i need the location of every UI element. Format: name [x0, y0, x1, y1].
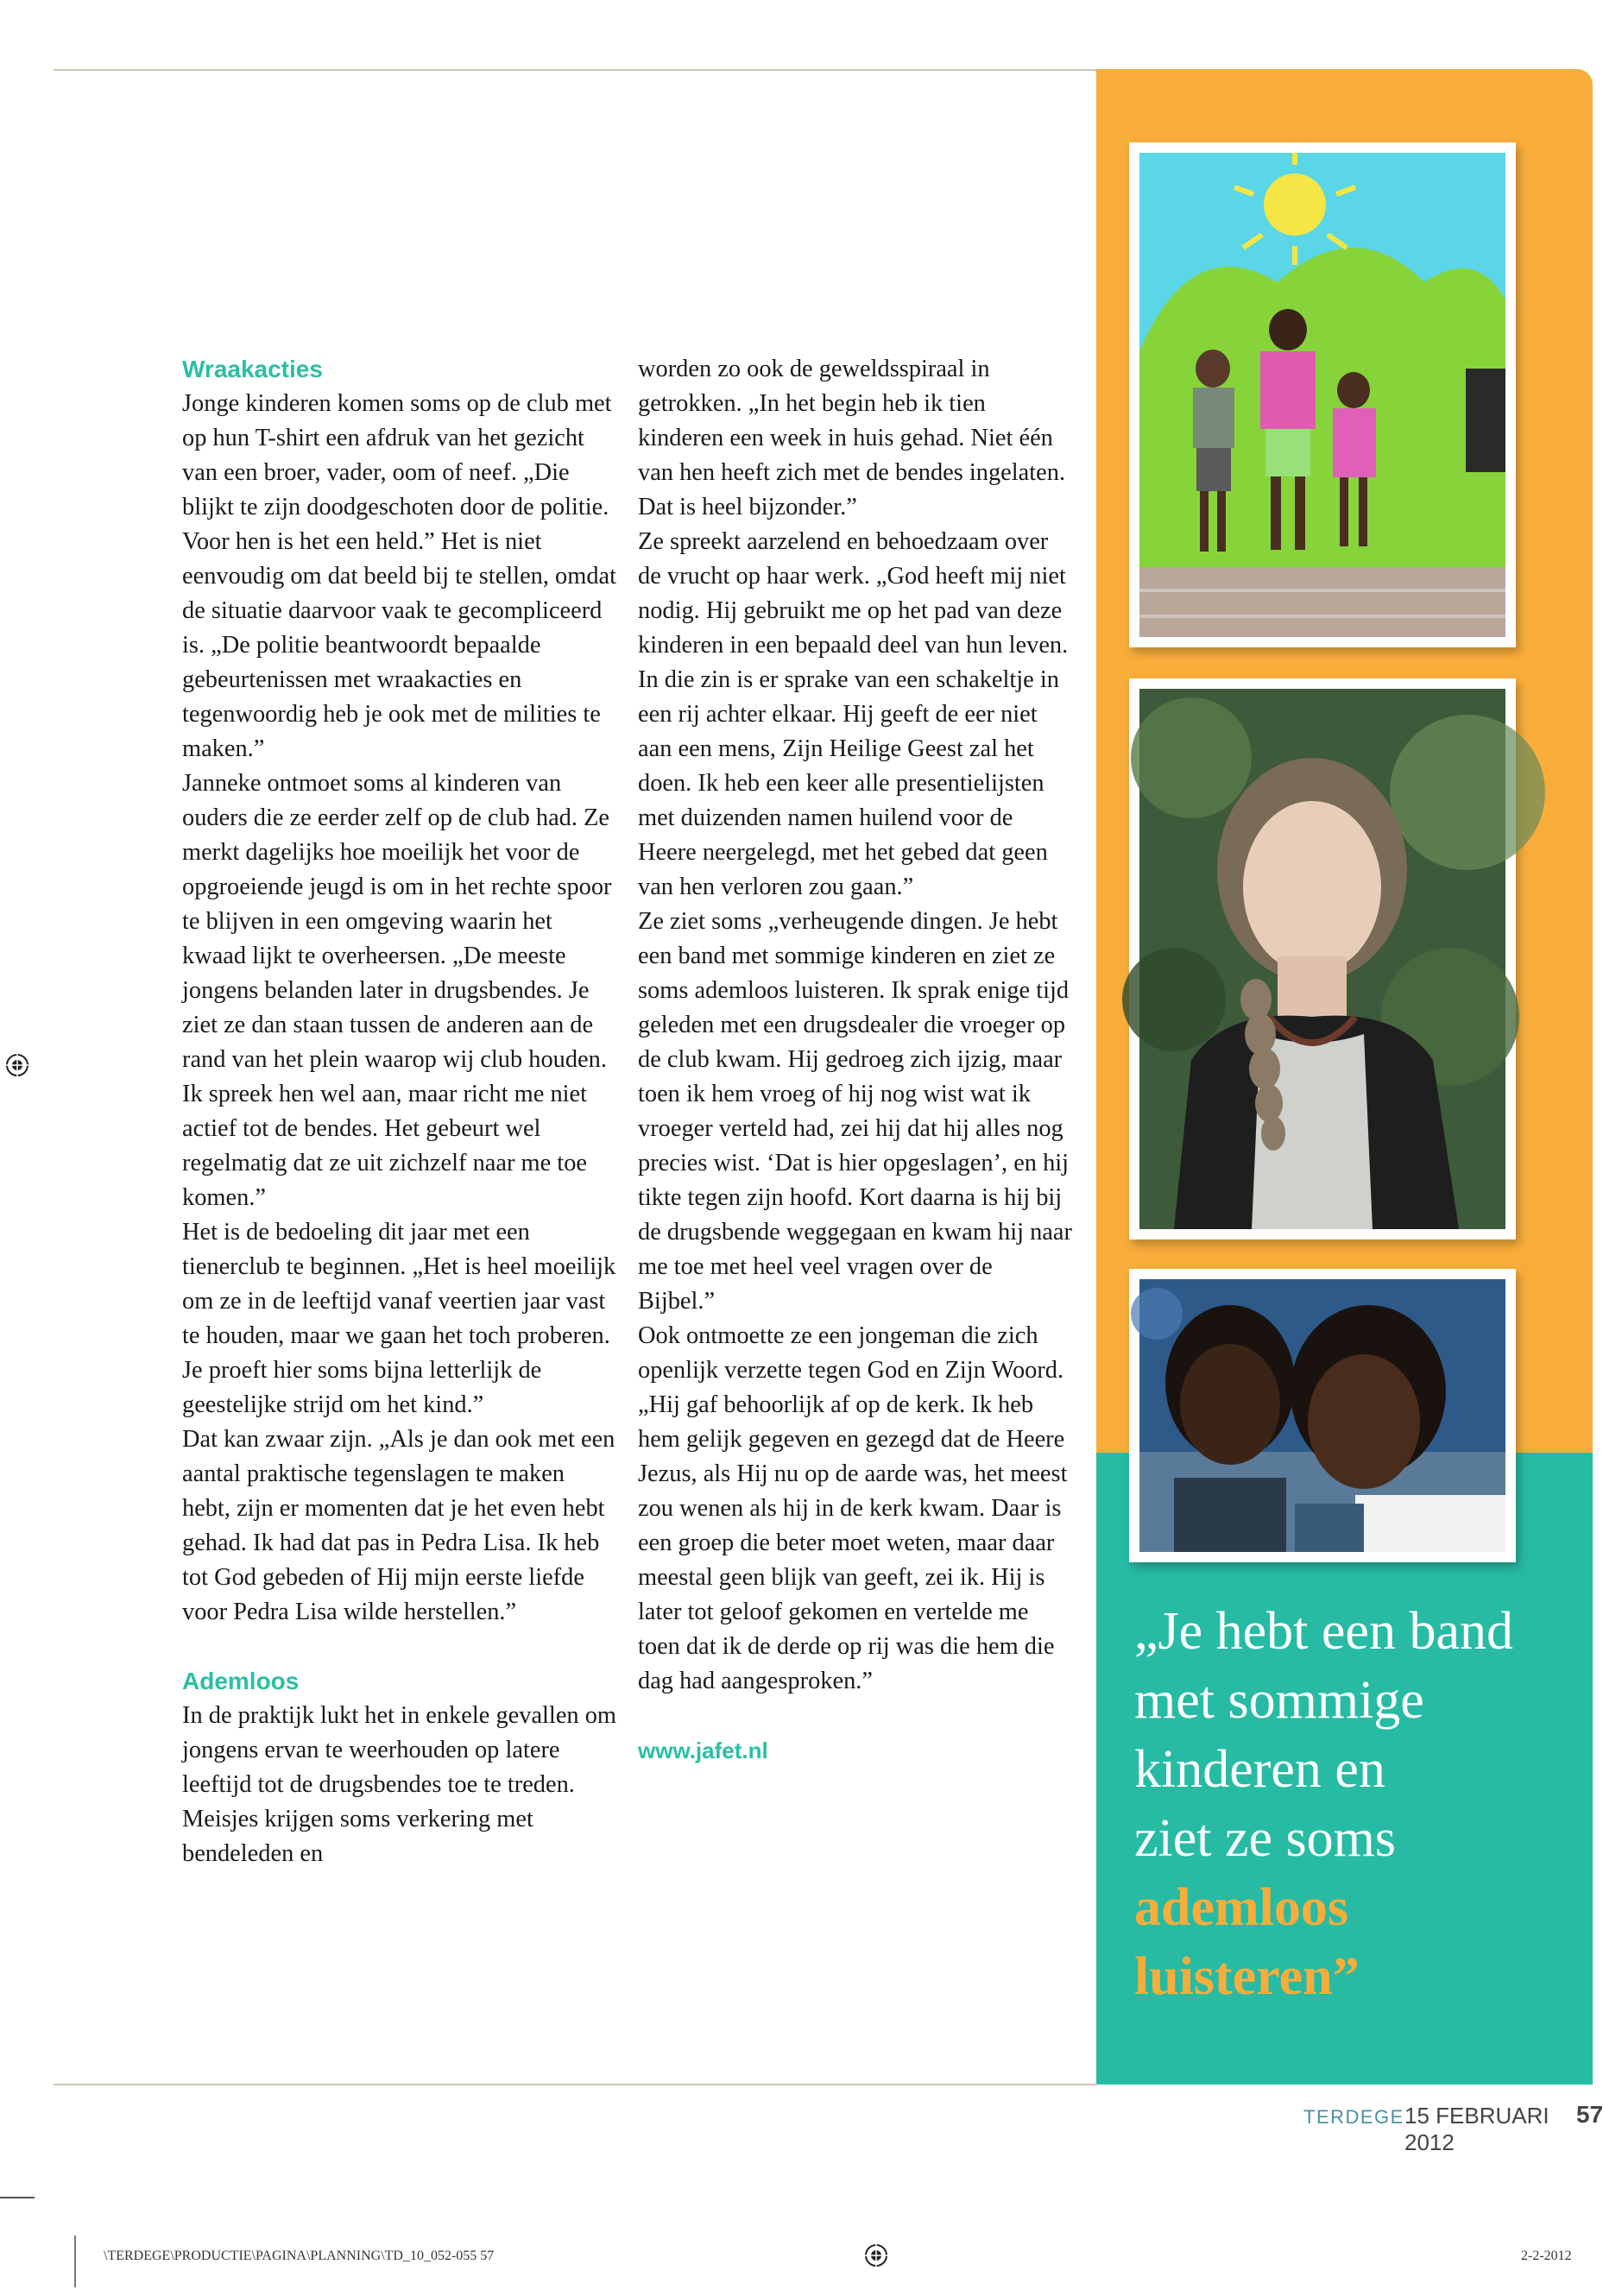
- crop-mark: [74, 2236, 76, 2287]
- section-heading-ademloos: Ademloos: [182, 1668, 300, 1694]
- article-column-2: [638, 352, 1074, 1768]
- issue-date: 15 FEBRUARI 2012: [1404, 2103, 1549, 2155]
- two-children-illustration: [1139, 1279, 1505, 1552]
- paragraph: Dat kan zwaar zijn. „Als je dan ook met een aantal praktische tegenslagen te maken hebt, zijn er momenten dat je het even hebt gehad. Ik had dat pas in Pedra Lisa. Ik heb tot God gebeden of Hij mijn eerste liefde voor Pedra Lisa wilde herstellen.”: [182, 1426, 615, 1625]
- crop-mark: [0, 2197, 35, 2198]
- pull-quote-line: kinderen en: [1134, 1740, 1385, 1799]
- pull-quote-line: „Je hebt een band: [1134, 1602, 1513, 1661]
- paragraph: Janneke ontmoet soms al kinderen van ouders die ze eerder zelf op de club had. Ze merkt dagelijks hoe moeilijk het voor de opgroeiende jeugd is om in het rechte spoor te blijven in een omgeving waarin het kwaad lijkt te overheersen. „De meeste jongens belanden later in drugsbendes. Je ziet ze dan staan tussen de anderen aan de rand van het plein waarop wij club houden. Ik spreek hen wel aan, maar richt me niet actief tot de bendes. Het gebeurt wel regelmatig dat ze uit zichzelf naar me toe komen.”: [182, 770, 612, 1211]
- bottom-rule: [54, 2084, 1098, 2085]
- paragraph: Ze spreekt aarzelend en behoedzaam over de vrucht op haar werk. „God heeft mij niet nodig. Hij gebruikt me op het pad van deze kinderen in een bepaald deel van hun leven. In die zin is er sprake van een schakeltje in een rij achter elkaar. Hij geeft de eer niet aan een mens, Zijn Heilige Geest zal het doen. Ik heb een keer alle presentielijsten met duizenden namen huilend voor de Heere neergelegd, met het gebed dat geen van hen verloren zou gaan.”: [638, 528, 1069, 900]
- registration-mark-icon: [863, 2242, 889, 2268]
- paragraph: Jonge kinderen komen soms op de club met op hun T-shirt een afdruk van het gezicht van een broer, vader, oom of neef. „Die blijkt te zijn doodgeschoten door de politie. Voor hen is het een held.” Het is niet eenvoudig om dat beeld bij te stellen, omdat de situatie daarvoor vaak te gecompliceerd is. „De politie beantwoordt bepaalde gebeurtenissen met wraakacties en tegenwoordig heb je ook met de milities te maken.”: [182, 390, 617, 762]
- paragraph: Ze ziet soms „verheugende dingen. Je hebt een band met sommige kinderen en ziet ze soms ademloos luisteren. Ik sprak enige tijd geleden met een drugsdealer die vroeger op de club kwam. Hij gedroeg zich ijzig, maar toen ik hem vroeg of hij nog wist wat ik vroeger verteld had, zei hij dat hij alles nog precies wist. ‘Dat is hier opgeslagen’, en hij tikte tegen zijn hoofd. Kort daarna is hij bij de drugsbende weggegaan en kwam hij naar me toe met heel veel vragen over de Bijbel.”: [638, 908, 1072, 1315]
- pull-quote-highlight: ademloos: [1134, 1878, 1348, 1937]
- paragraph: Ook ontmoette ze een jongeman die zich openlijk verzette tegen God en Zijn Woord. „Hij gaf behoorlijk af op de kerk. Ik heb hem gelijk gegeven en gezegd dat de Heere Jezus, als Hij nu op de aarde was, het meest zou wenen als hij in de kerk kwam. Daar is een groep die beter moet weten, maar daar meestal geen blijk van geeft, zei ik. Hij is later tot geloof gekomen en vertelde me toen dat ik de derde op rij was die hem die dag had aangesproken.”: [638, 1322, 1068, 1694]
- top-rule: [54, 69, 1098, 71]
- page-number: 57: [1576, 2101, 1603, 2128]
- pull-quote: [1134, 1597, 1583, 2011]
- children-wall-illustration: [1139, 153, 1505, 637]
- article-column-1: [182, 352, 618, 1871]
- paragraph: In de praktijk lukt het in enkele gevallen om jongens ervan te weerhouden op latere leeftijd tot de drugsbendes toe te treden. Meisjes krijgen soms verkering met bendeleden en: [182, 1702, 616, 1867]
- photo-two-children: [1129, 1269, 1516, 1562]
- section-heading-wraakacties: Wraakacties: [182, 356, 323, 382]
- portrait-illustration: [1139, 689, 1505, 1229]
- print-slug-date: 2-2-2012: [1521, 2249, 1572, 2263]
- print-slug-path: \TERDEGE\PRODUCTIE\PAGINA\PLANNING\TD_10_052-055 57: [104, 2249, 495, 2263]
- paragraph: Het is de bedoeling dit jaar met een tienerclub te beginnen. „Het is heel moeilijk om ze in de leeftijd vanaf veertien jaar vast te houden, maar we gaan het toch proberen. Je proeft hier soms bijna letterlijk de geestelijke strijd om het kind.”: [182, 1219, 616, 1418]
- website-link[interactable]: www.jafet.nl: [638, 1738, 768, 1763]
- pull-quote-line: met sommige: [1134, 1671, 1424, 1730]
- paragraph: worden zo ook de geweldsspiraal in getrokken. „In het begin heb ik tien kinderen een week in huis gehad. Niet één van hen heeft zich met de bendes ingelaten. Dat is heel bijzonder.”: [638, 356, 1066, 520]
- pull-quote-line: ziet ze soms: [1134, 1809, 1397, 1868]
- photo-children-wall: [1129, 142, 1516, 647]
- magazine-name: TERDEGE: [1303, 2106, 1404, 2128]
- registration-mark-icon: [4, 1052, 30, 1078]
- photo-portrait-woman: [1129, 678, 1516, 1239]
- pull-quote-highlight: luisteren”: [1134, 1947, 1360, 2006]
